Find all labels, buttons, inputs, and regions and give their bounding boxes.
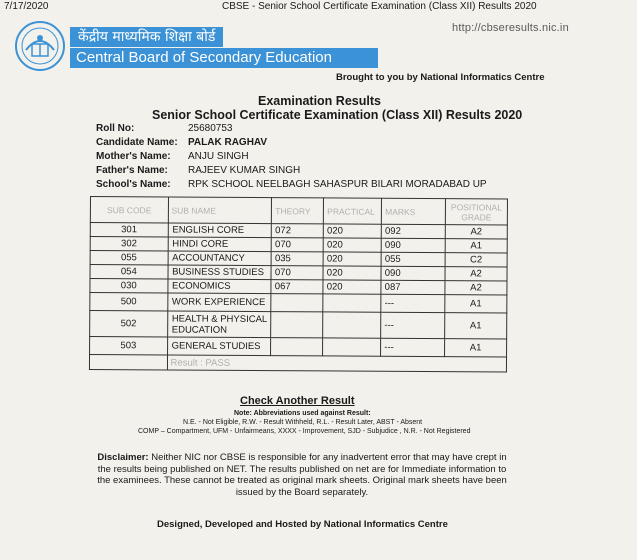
- sub-name: BUSINESS STUDIES: [168, 265, 272, 280]
- grade: A1: [445, 239, 507, 253]
- theory: 072: [272, 224, 324, 238]
- father-row: [96, 164, 487, 178]
- sub-code: 055: [90, 251, 168, 265]
- disclaimer: [92, 452, 512, 498]
- result-status: Result : PASS: [167, 355, 507, 372]
- practical: [323, 294, 381, 312]
- check-another-result-link[interactable]: Check Another Result: [240, 395, 355, 407]
- sub-name: ENGLISH CORE: [168, 223, 272, 238]
- grade: A1: [445, 295, 507, 313]
- mother-row: [96, 150, 487, 164]
- footer-credit: Designed, Developed and Hosted by National Informatics Centre: [157, 519, 448, 530]
- sub-name: ECONOMICS: [167, 279, 271, 294]
- practical: 020: [323, 238, 381, 252]
- notes-line-1: N.E. - Not Eligible, R.W. - Result Withheld, R.L. - Result Later, ABST - Absent: [183, 419, 423, 426]
- sub-code: 500: [90, 293, 168, 311]
- roll-value: 25680753: [188, 123, 233, 134]
- candidate-info: [96, 122, 487, 192]
- site-url[interactable]: http://cbseresults.nic.in: [452, 22, 569, 34]
- grade: A2: [445, 267, 507, 281]
- col-grade: POSITIONAL GRADE: [445, 199, 507, 225]
- theory: 070: [271, 266, 323, 280]
- school-label: School's Name:: [96, 179, 171, 190]
- grade: C2: [445, 253, 507, 267]
- grade: A2: [445, 225, 507, 239]
- roll-label: Roll No:: [96, 123, 135, 134]
- practical: 020: [323, 280, 381, 294]
- theory: 067: [271, 280, 323, 294]
- disclaimer-label: Disclaimer:: [97, 452, 149, 463]
- roll-row: [96, 122, 487, 136]
- practical: [323, 312, 381, 338]
- notes-line-2: COMP – Compartment, UFM - Unfairmeans, XXXX - Improvement, SJD - Subjudice , N.R. - Not Registered: [138, 428, 471, 435]
- result-empty-cell: [89, 355, 167, 370]
- disclaimer-text: Neither NIC nor CBSE is responsible for any inadvertent error that may have crept in the results being published on NET. The results published on net are for Immediate information to the examinees. These cannot be treated as original mark sheets. Original mark sheets have been issued by the Board separately.: [97, 452, 507, 498]
- practical: 020: [324, 224, 382, 238]
- table-row: [90, 311, 507, 340]
- print-date: 7/17/2020: [4, 1, 49, 12]
- sub-name: ACCOUNTANCY: [168, 251, 272, 266]
- sub-name: HINDI CORE: [168, 237, 272, 252]
- col-marks: MARKS: [382, 198, 446, 224]
- practical: 020: [323, 266, 381, 280]
- col-practical: PRACTICAL: [324, 198, 382, 224]
- marks: 090: [381, 238, 445, 252]
- grade: A1: [445, 313, 507, 339]
- theory: [271, 312, 323, 338]
- theory: 035: [271, 252, 323, 266]
- marks: 092: [381, 224, 445, 238]
- notes-title: Note: Abbreviations used against Result:: [234, 410, 371, 417]
- marks: ---: [381, 294, 445, 312]
- school-row: [96, 178, 487, 192]
- exam-heading: Senior School Certificate Examination (Class XII) Results 2020: [152, 108, 523, 122]
- marks: 087: [381, 280, 445, 294]
- sub-code: 054: [90, 265, 168, 279]
- print-page-title: CBSE - Senior School Certificate Examination (Class XII) Results 2020: [222, 1, 537, 12]
- mother-label: Mother's Name:: [96, 151, 171, 162]
- banner-hindi: केंद्रीय माध्यमिक शिक्षा बोर्ड: [70, 27, 223, 47]
- sub-code: 502: [90, 311, 168, 337]
- practical: [323, 338, 381, 356]
- table-header-row: [90, 197, 507, 226]
- cbse-logo-icon: [14, 20, 66, 72]
- grade: A1: [445, 339, 507, 357]
- school-value: RPK SCHOOL NEELBAGH SAHASPUR BILARI MORADABAD UP: [188, 179, 487, 190]
- theory: 070: [272, 238, 324, 252]
- name-row: [96, 136, 487, 150]
- mother-value: ANJU SINGH: [188, 151, 249, 162]
- theory: [271, 338, 323, 356]
- col-theory: THEORY: [272, 198, 324, 224]
- col-sub-code: SUB CODE: [90, 197, 168, 223]
- grade: A2: [445, 281, 507, 295]
- marks: ---: [381, 312, 445, 338]
- marks-table: [89, 196, 508, 373]
- sub-code: 030: [90, 279, 168, 293]
- sub-name: GENERAL STUDIES: [167, 337, 271, 356]
- name-label: Candidate Name:: [96, 137, 178, 148]
- name-value: PALAK RAGHAV: [188, 137, 268, 148]
- sub-code: 503: [90, 337, 168, 355]
- sub-name: HEALTH & PHYSICAL EDUCATION: [167, 311, 271, 338]
- results-heading: Examination Results: [258, 94, 381, 108]
- father-label: Father's Name:: [96, 165, 168, 176]
- col-sub-name: SUB NAME: [168, 197, 272, 224]
- sub-code: 301: [90, 223, 168, 237]
- sub-name: WORK EXPERIENCE: [167, 293, 271, 312]
- father-value: RAJEEV KUMAR SINGH: [188, 165, 301, 176]
- result-row: [89, 355, 506, 373]
- sub-code: 302: [90, 237, 168, 251]
- marks: 055: [381, 252, 445, 266]
- banner-english: Central Board of Secondary Education: [70, 48, 378, 68]
- marks: ---: [381, 338, 445, 356]
- theory: [271, 294, 323, 312]
- practical: 020: [323, 252, 381, 266]
- marks: 090: [381, 266, 445, 280]
- brought-by-text: Brought to you by National Informatics Centre: [336, 72, 545, 83]
